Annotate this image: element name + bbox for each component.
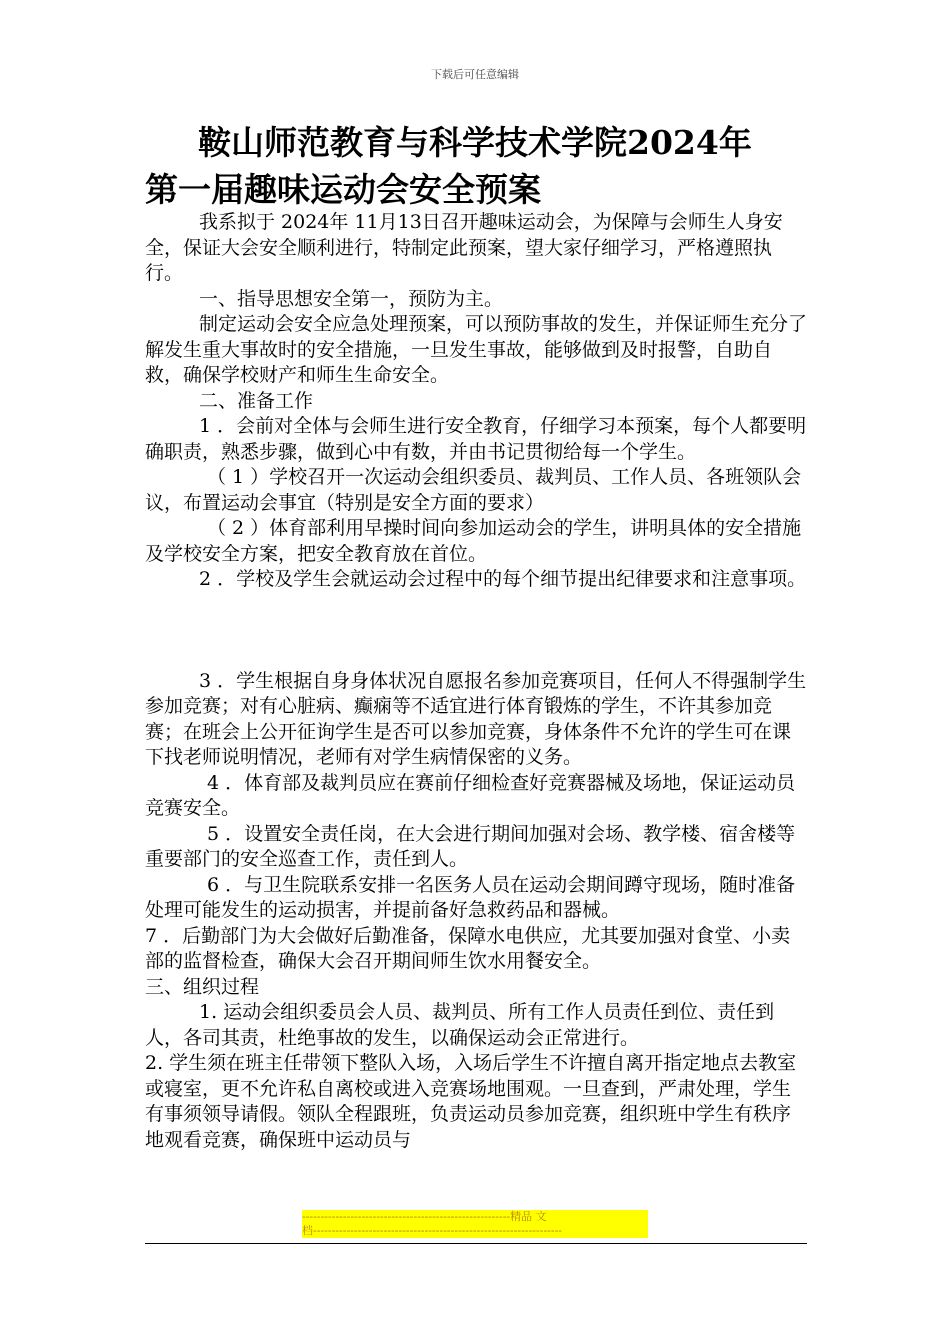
list-item-prep-2: 2 ．学校及学生会就运动会过程中的每个细节提出纪律要求和注意事项。	[199, 568, 807, 590]
list-subitem-prep-1-1: （ 1 ）学校召开一次运动会组织委员、裁判员、工作人员、各班领队会议，布置运动会事宜（特别是安全方面的要求）	[145, 466, 802, 514]
document-title-line1: 鞍山师范教育与科学技术学院2024年	[198, 123, 752, 162]
header-note: 下载后可任意编辑	[431, 68, 519, 81]
paragraph-intro: 我系拟于 2024年 11月13日召开趣味运动会，为保障与会师生人身安全，保证大会安全顺利进行，特制定此预案，望大家仔细学习，严格遵照执行。	[145, 211, 783, 284]
footer-watermark-line1: --------------------------------------------------------精品 文	[302, 1210, 547, 1223]
footer-watermark-line2: 档-------------------------------------------------------------------	[302, 1224, 563, 1237]
list-item-prep-1: 1 ．会前对全体与会师生进行安全教育，仔细学习本预案，每个人都要明确职责，熟悉步骤，做到心中有数，并由书记贯彻给每一个学生。	[145, 415, 807, 463]
list-item-org-1: 1. 运动会组织委员会人员、裁判员、所有工作人员责任到位、责任到人，各司其责，杜绝事故的发生，以确保运动会正常进行。	[145, 1001, 775, 1049]
list-subitem-prep-1-2: （ 2 ）体育部利用早操时间向参加运动会的学生，讲明具体的安全措施及学校安全方案，把安全教育放在首位。	[145, 517, 802, 565]
document-body	[145, 210, 807, 1153]
list-item-org-2: 2. 学生须在班主任带领下整队入场，入场后学生不许擅自离开指定地点去教室或寝室，更不允许私自离校或进入竞赛场地围观。一旦查到，严肃处理，学生有事须领导请假。领队全程跟班，负责运动员参加竞赛，组织班中学生有秩序地观看竞赛，确保班中运动员与	[145, 1052, 797, 1151]
section-heading-3: 三、组织过程	[145, 975, 260, 998]
list-item-prep-3: 3 ．学生根据自身身体状况自愿报名参加竞赛项目，任何人不得强制学生参加竞赛；对有心脏病、癫痫等不适宜进行体育锻炼的学生，不许其参加竞赛；在班会上公开征询学生是否可以参加竞赛，身体条件不允许的学生可在课下找老师说明情况，老师有对学生病情保密的义务。	[145, 669, 807, 768]
list-item-prep-4: 4 ．体育部及裁判员应在赛前仔细检查好竞赛器械及场地，保证运动员竞赛安全。	[145, 771, 796, 819]
list-item-prep-7: 7 ．后勤部门为大会做好后勤准备，保障水电供应，尤其要加强对食堂、小卖部的监督检查，确保大会召开期间师生饮水用餐安全。	[145, 924, 791, 972]
footer-watermark	[302, 1210, 648, 1238]
paragraph-section-1: 制定运动会安全应急处理预案，可以预防事故的发生，并保证师生充分了解发生重大事故时的安全措施，一旦发生事故，能够做到及时报警，自助自救，确保学校财产和师生生命安全。	[145, 313, 808, 386]
list-item-prep-6: 6 ．与卫生院联系安排一名医务人员在运动会期间蹲守现场，随时准备处理可能发生的运动损害，并提前备好急救药品和器械。	[145, 873, 796, 921]
footer-divider	[145, 1243, 807, 1244]
page-gap	[145, 593, 807, 669]
section-heading-1: 一、指导思想安全第一，预防为主。	[199, 287, 504, 310]
list-item-prep-5: 5 ．设置安全责任岗，在大会进行期间加强对会场、教学楼、宿舍楼等重要部门的安全巡查工作，责任到人。	[145, 822, 796, 870]
document-title-line2: 第一届趣味运动会安全预案	[145, 170, 541, 209]
section-heading-2: 二、准备工作	[199, 389, 314, 412]
